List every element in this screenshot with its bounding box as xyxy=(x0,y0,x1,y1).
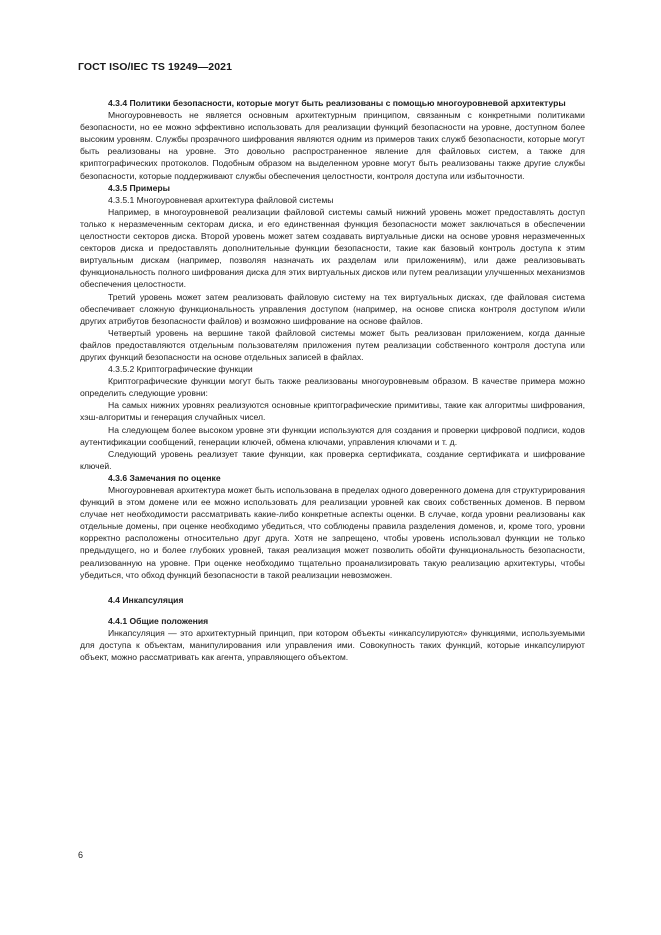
section-heading-4-4-1: 4.4.1 Общие положения xyxy=(108,615,209,626)
paragraph: Многоуровневость не является основным архитектурным принципом, связанным с конкретными политиками безопасности, но ее можно эффективно использовать для реализации функций безопасности на уровне, доступном более высоким уровням. Службы прозрачного шифрования являются одним из примеров таких служб безопасности, которые могут быть реализованы на уровне. Это довольно распространенное явление для файловых систем, а также для криптографических протоколов. Подобным образом на выделенном уровне могут быть реализованы также другие службы безопасности, которые поддерживают службы обеспечения целостности, контроля доступа или избыточности. xyxy=(80,110,585,181)
document-header: ГОСТ ISO/IEC TS 19249—2021 xyxy=(78,61,233,73)
paragraph: На самых нижних уровнях реализуются основные криптографические примитивы, такие как алгоритмы шифрования, хэш-алгоритмы и генерация случайных чисел. xyxy=(80,400,585,423)
paragraph: Криптографические функции могут быть также реализованы многоуровневым образом. В качестве примера можно определить следующие уровни: xyxy=(80,376,585,399)
subsection-heading-4-3-5-1: 4.3.5.1 Многоуровневая архитектура файловой системы xyxy=(108,194,334,205)
page-number: 6 xyxy=(78,850,84,860)
subsection-heading-4-3-5-2: 4.3.5.2 Криптографические функции xyxy=(108,364,253,375)
section-heading-4-3-5: 4.3.5 Примеры xyxy=(108,182,170,193)
paragraph: Третий уровень может затем реализовать файловую систему на тех виртуальных дисках, где файловая система обеспечивает сложную функциональность управления доступом (например, на основе списка контроля доступом и/или других атрибутов безопасности файлов) и возможно шифрование на основе файлов. xyxy=(80,291,585,326)
paragraph: Четвертый уровень на вершине такой файловой системы может быть реализован приложением, когда данные файлов предоставляются отдельным пользователям приложения путем реализации собственного контроля доступа или других функций безопасности на основе отдельных записей в файлах. xyxy=(80,327,585,362)
paragraph: Следующий уровень реализует такие функции, как проверка сертификата, создание сертификата и шифрование ключей. xyxy=(80,448,585,471)
paragraph: Многоуровневая архитектура может быть использована в пределах одного доверенного домена для структурирования функций в этом домене или ее можно использовать для реализации уровней как своих собственных доменов. В первом случае нет необходимости рассматривать какие-либо конкретные аспекты оценки. В случае, когда уровни реализованы как отдельные домены, при оценке необходимо убедиться, что соблюдены правила разделения доменов, и, кроме того, уровни корректно расположены относительно друг друга. Хотя не запрещено, чтобы уровень использовал функции не только предыдущего, но и более глубоких уровней, такая реализация может позволить обойти функциональность безопасности, реализованную на уровне. При оценке необходимо тщательно проанализировать такую реализацию архитектуры, чтобы убедиться, что обход функций безопасности в такой реализации невозможен. xyxy=(80,485,585,580)
paragraph: На следующем более высоком уровне эти функции используются для создания и проверки цифровой подписи, кодов аутентификации сообщений, генерации ключей, обмена ключами, управления ключами и т. д. xyxy=(80,424,585,447)
section-heading-4-3-4: 4.3.4 Политики безопасности, которые могут быть реализованы с помощью многоуровневой архитектуры xyxy=(108,98,566,108)
paragraph: Инкапсуляция — это архитектурный принцип, при котором объекты «инкапсулируются» функциями, используемыми для доступа к объектам, манипулирования или управления ими. Совокупность таких функций, которые инкапсулируют объект, можно рассматривать как агента, управляющего объектом. xyxy=(80,627,585,663)
section-heading-4-4: 4.4 Инкапсуляция xyxy=(108,594,184,605)
paragraph: Например, в многоуровневой реализации файловой системы самый нижний уровень может предоставлять доступ только к неразмеченным секторам диска, и его единственная функция безопасности может заключаться в обеспечении целостности секторов диска. Второй уровень может затем создавать виртуальные диски на основе уровня неразмеченных секторов диска и предоставлять дополнительные функции безопасности, такие как базовый контроль доступа к этим виртуальным дискам (например, позволяя назначать их разделам или приложениям), или даже реализовывать функциональность полного шифрования диска для этих виртуальных дисков или путем реализации улучшенных механизмов обеспечения целостности. xyxy=(80,206,585,290)
document-body xyxy=(80,97,585,663)
section-heading-4-3-6: 4.3.6 Замечания по оценке xyxy=(108,472,221,483)
